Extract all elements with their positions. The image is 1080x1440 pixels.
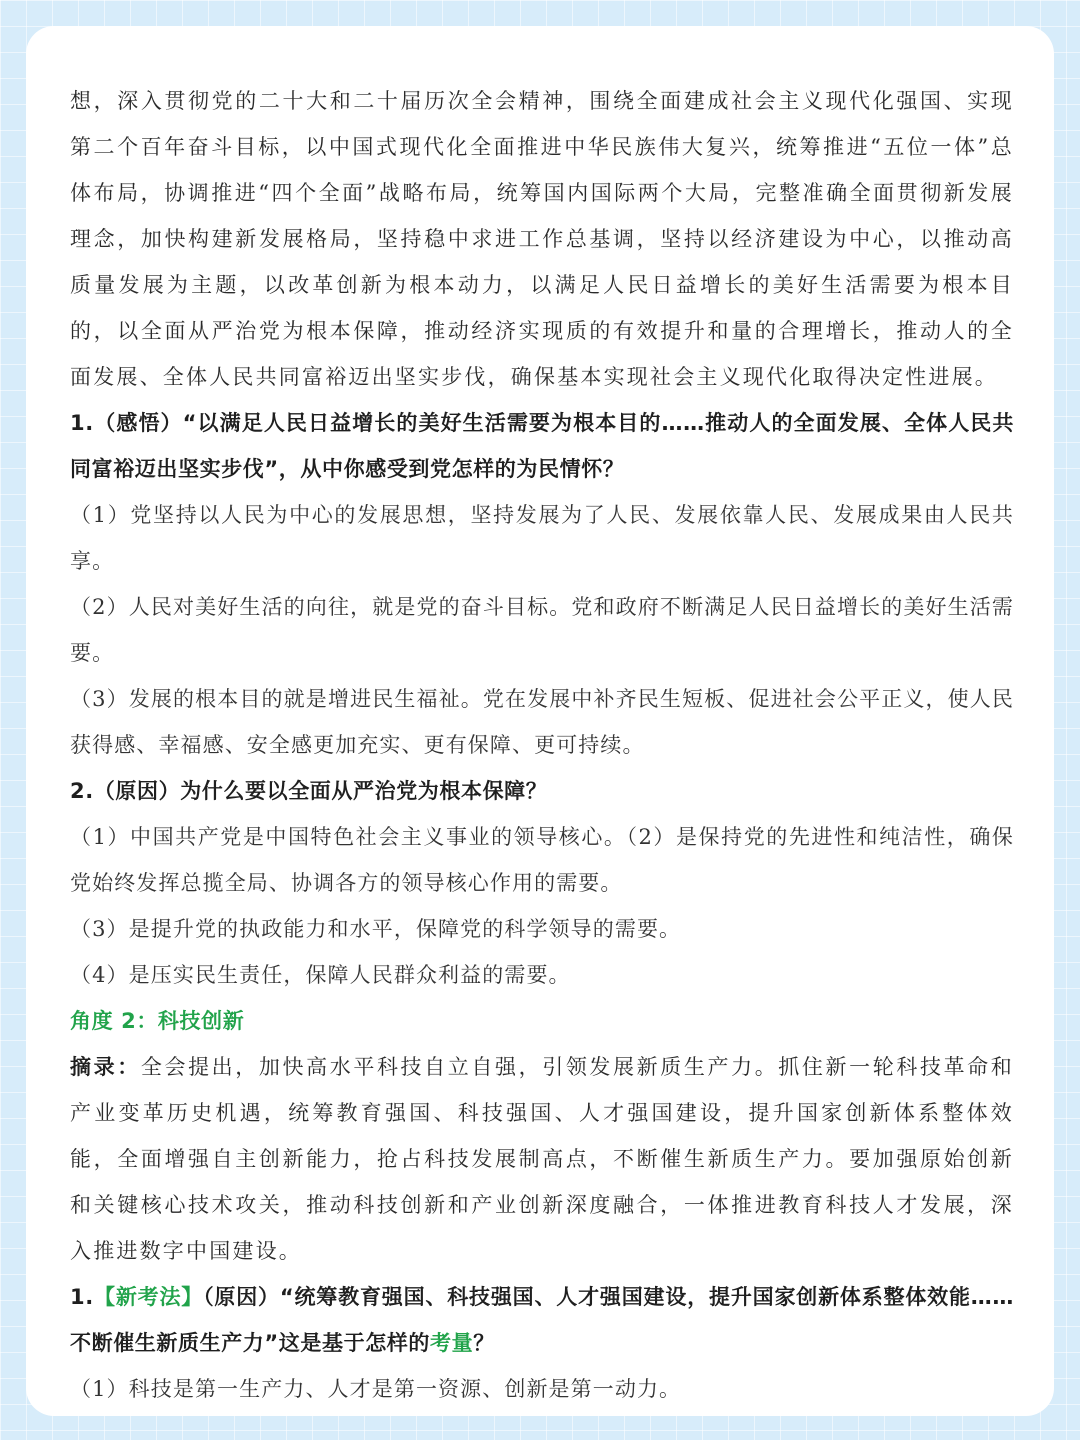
intro-paragraph: 想，深入贯彻党的二十大和二十届历次全会精神，围绕全面建成社会主义现代化强国、实现第二个百年奋斗目标，以中国式现代化全面推进中华民族伟大复兴，统筹推进“五位一体”总体布局，协调推进“四个全面”战略布局，统筹国内国际两个大局，完整准确全面贯彻新发展理念，加快构建新发展格局，坚持稳中求进工作总基调，坚持以经济建设为中心，以推动高质量发展为主题，以改革创新为根本动力，以满足人民日益增长的美好生活需要为根本目的，以全面从严治党为根本保障，推动经济实现质的有效提升和量的合理增长，推动人的全面发展、全体人民共同富裕迈出坚实步伐，确保基本实现社会主义现代化取得决定性进展。 — [70, 89, 1014, 389]
document-card — [26, 26, 1054, 1416]
angle-2-heading: 角度 2：科技创新 — [70, 1009, 245, 1033]
question-3-body: （原因）“统筹教育强国、科技强国、人才强国建设，提升国家创新体系整体效能……不断催生新质生产力”这是基于怎样的 — [70, 1285, 1015, 1355]
answer-1-1: （1）党坚持以人民为中心的发展思想，坚持发展为了人民、发展依靠人民、发展成果由人民共享。 — [70, 503, 1014, 573]
question-3-number: 1. — [70, 1285, 94, 1309]
excerpt-label: 摘录： — [70, 1055, 141, 1079]
excerpt-paragraph — [70, 1044, 1014, 1274]
question-3-keyword: 考量 — [430, 1331, 474, 1355]
new-exam-tag: 【新考法】 — [93, 1285, 204, 1309]
question-1-heading: 1.（感悟）“以满足人民日益增长的美好生活需要为根本目的……推动人的全面发展、全体人民共同富裕迈出坚实步伐”，从中你感受到党怎样的为民情怀？ — [70, 411, 1014, 481]
answer-2-1: （1）中国共产党是中国特色社会主义事业的领导核心。（2）是保持党的先进性和纯洁性，确保党始终发挥总揽全局、协调各方的领导核心作用的需要。 — [70, 825, 1014, 895]
answer-3-1: （1）科技是第一生产力、人才是第一资源、创新是第一动力。 — [70, 1377, 682, 1401]
answer-1-3: （3）发展的根本目的就是增进民生福祉。党在发展中补齐民生短板、促进社会公平正义，使人民获得感、幸福感、安全感更加充实、更有保障、更可持续。 — [70, 687, 1014, 757]
answer-1-2: （2）人民对美好生活的向往，就是党的奋斗目标。党和政府不断满足人民日益增长的美好生活需要。 — [70, 595, 1014, 665]
question-3-heading — [70, 1274, 1014, 1366]
excerpt-text: 全会提出，加快高水平科技自立自强，引领发展新质生产力。抓住新一轮科技革命和产业变革历史机遇，统筹教育强国、科技强国、人才强国建设，提升国家创新体系整体效能，全面增强自主创新能力，抢占科技发展制高点，不断催生新质生产力。要加强原始创新和关键核心技术攻关，推动科技创新和产业创新深度融合，一体推进教育科技人才发展，深入推进数字中国建设。 — [70, 1055, 1014, 1263]
question-3-end: ？ — [473, 1331, 495, 1355]
answer-2-2: （3）是提升党的执政能力和水平，保障党的科学领导的需要。 — [70, 917, 682, 941]
answer-2-3: （4）是压实民生责任，保障人民群众利益的需要。 — [70, 963, 571, 987]
question-2-heading: 2.（原因）为什么要以全面从严治党为根本保障？ — [70, 779, 548, 803]
